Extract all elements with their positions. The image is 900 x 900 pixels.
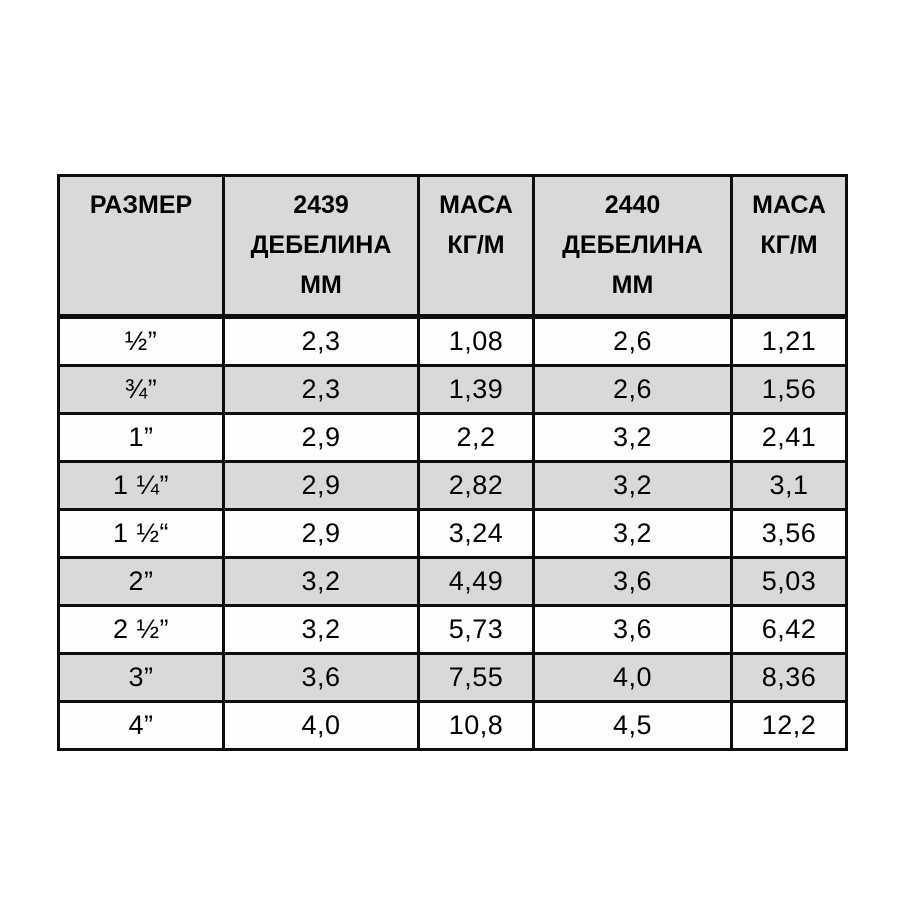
size-cell: 4” — [59, 702, 224, 750]
m2440-cell: 1,21 — [732, 317, 847, 366]
t2439-cell: 2,9 — [224, 414, 419, 462]
table-row — [59, 606, 847, 654]
m2440-cell: 2,41 — [732, 414, 847, 462]
table-row — [59, 702, 847, 750]
t2440-cell: 2,6 — [534, 366, 732, 414]
table-row — [59, 654, 847, 702]
column-header-line: МАСА — [752, 191, 826, 219]
t2440-cell: 3,6 — [534, 606, 732, 654]
m2439-cell: 2,2 — [419, 414, 534, 462]
column-header-line: 2439 — [293, 191, 349, 219]
m2440-cell: 12,2 — [732, 702, 847, 750]
t2440-cell: 3,2 — [534, 414, 732, 462]
m2439-cell: 3,24 — [419, 510, 534, 558]
column-header-line: ДЕБЕЛИНА — [250, 231, 392, 259]
column-header-line: ММ — [611, 271, 654, 299]
column-header-m2439 — [419, 176, 534, 317]
size-cell: 1 ½“ — [59, 510, 224, 558]
size-cell: ¾” — [59, 366, 224, 414]
size-cell: 2” — [59, 558, 224, 606]
t2439-cell: 2,9 — [224, 462, 419, 510]
m2440-cell: 3,1 — [732, 462, 847, 510]
column-header-line: ММ — [300, 271, 342, 299]
t2440-cell: 3,6 — [534, 558, 732, 606]
m2439-cell: 5,73 — [419, 606, 534, 654]
column-header-line: РАЗМЕР — [89, 191, 193, 219]
t2439-cell: 4,0 — [224, 702, 419, 750]
m2439-cell: 1,39 — [419, 366, 534, 414]
size-cell: 2 ½” — [59, 606, 224, 654]
table-row — [59, 462, 847, 510]
t2440-cell: 3,2 — [534, 510, 732, 558]
size-cell: ½” — [59, 317, 224, 366]
column-header-line: 2440 — [604, 191, 661, 219]
m2440-cell: 6,42 — [732, 606, 847, 654]
table-row — [59, 414, 847, 462]
t2440-cell: 2,6 — [534, 317, 732, 366]
column-header-line: КГ/М — [447, 231, 505, 259]
m2439-cell: 2,82 — [419, 462, 534, 510]
t2439-cell: 3,6 — [224, 654, 419, 702]
m2439-cell: 10,8 — [419, 702, 534, 750]
m2440-cell: 3,56 — [732, 510, 847, 558]
size-cell: 3” — [59, 654, 224, 702]
t2439-cell: 2,3 — [224, 366, 419, 414]
m2439-cell: 1,08 — [419, 317, 534, 366]
m2440-cell: 5,03 — [732, 558, 847, 606]
t2439-cell: 2,3 — [224, 317, 419, 366]
m2439-cell: 4,49 — [419, 558, 534, 606]
table-row — [59, 558, 847, 606]
column-header-t2440 — [534, 176, 732, 317]
column-header-line: КГ/М — [760, 231, 818, 259]
column-header-line: ДЕБЕЛИНА — [562, 231, 703, 259]
m2440-cell: 1,56 — [732, 366, 847, 414]
t2439-cell: 2,9 — [224, 510, 419, 558]
table-row — [59, 510, 847, 558]
t2440-cell: 4,5 — [534, 702, 732, 750]
size-cell: 1 ¼” — [59, 462, 224, 510]
table-row — [59, 317, 847, 366]
column-header-size — [59, 176, 224, 317]
size-cell: 1” — [59, 414, 224, 462]
pipe-dimensions-mass-table — [57, 174, 848, 751]
t2439-cell: 3,2 — [224, 606, 419, 654]
t2440-cell: 3,2 — [534, 462, 732, 510]
table-row — [59, 366, 847, 414]
m2439-cell: 7,55 — [419, 654, 534, 702]
m2440-cell: 8,36 — [732, 654, 847, 702]
column-header-line: МАСА — [439, 191, 513, 219]
table-header-row — [59, 176, 847, 317]
t2440-cell: 4,0 — [534, 654, 732, 702]
t2439-cell: 3,2 — [224, 558, 419, 606]
column-header-t2439 — [224, 176, 419, 317]
column-header-m2440 — [732, 176, 847, 317]
